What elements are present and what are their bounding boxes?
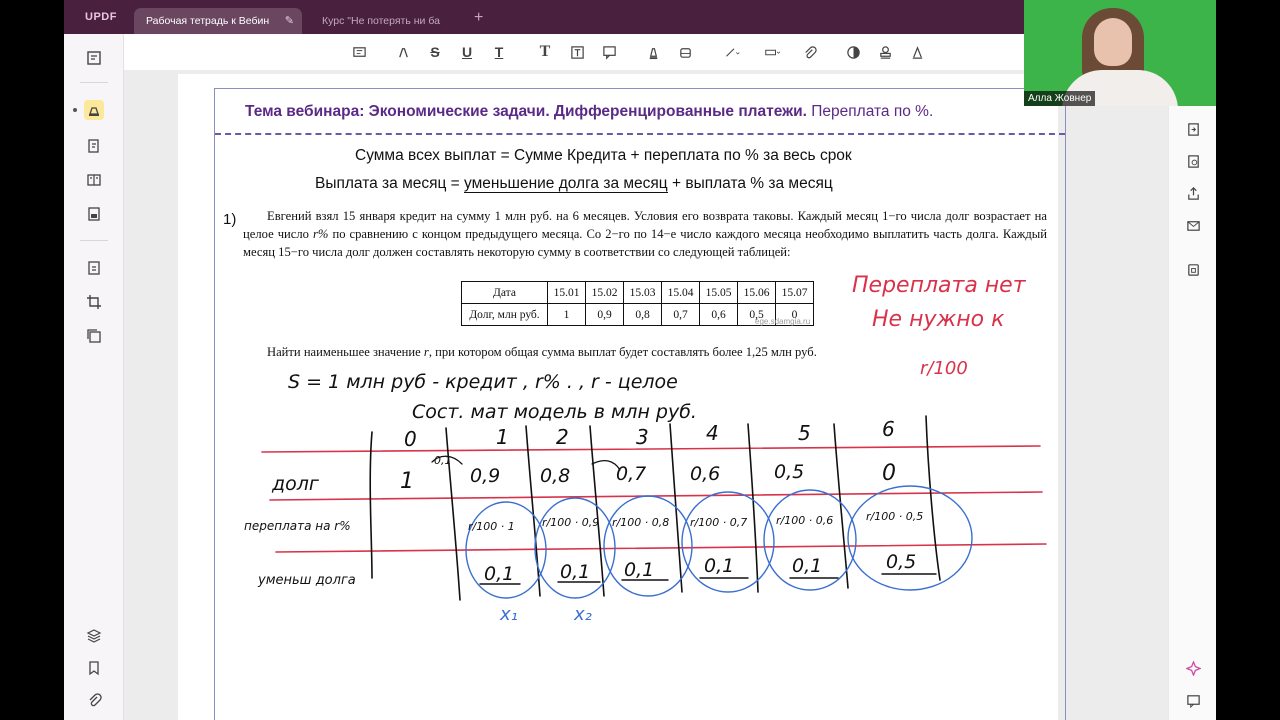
question-text: Найти наименьшее значение r, при котором общая сумма выплат будет составлять более 1,25 млн руб. [267, 345, 817, 359]
problem-number: 1) [223, 211, 237, 228]
app-window [64, 0, 1216, 720]
hw-decrease: 0,5 [886, 551, 917, 573]
right-sidebar [1168, 106, 1216, 720]
tab-workbook[interactable] [134, 8, 302, 34]
eraser-icon[interactable] [676, 43, 694, 61]
paperclip-icon[interactable] [800, 43, 818, 61]
hw-debt: 0,9 [470, 465, 501, 487]
comment-tool-icon[interactable] [84, 100, 104, 120]
webinar-title: Тема вебинара: Экономические задачи. Дифференцированные платежи. Переплата по %. [245, 103, 934, 120]
pages-icon[interactable] [84, 326, 104, 346]
hw-overpay: r/100 · 0,9 [542, 516, 600, 529]
hw-col: 1 [496, 425, 509, 449]
underline-icon[interactable]: U [461, 44, 473, 60]
signature-icon[interactable] [908, 43, 926, 61]
organize-pages-icon[interactable] [84, 204, 104, 224]
tab-label: Рабочая тетрадь к Вебин [146, 15, 270, 27]
hw-debt: 1 [400, 469, 414, 494]
rename-icon[interactable]: ✎ [284, 15, 294, 27]
hw-decrease: 0,1 [624, 559, 655, 581]
reader-icon[interactable] [84, 48, 104, 68]
table-cell: Долг, млн руб. [462, 304, 548, 326]
table-cell: 0,5 [738, 304, 776, 326]
hw-overpay: r/100 · 0,8 [612, 516, 670, 529]
color-picker-icon[interactable] [844, 43, 862, 61]
hw-decrease: 0,1 [792, 555, 823, 577]
table-cell: 15.07 [776, 282, 814, 304]
red-note-line1: Переплата нет [852, 273, 1026, 298]
callout-icon[interactable] [600, 43, 618, 61]
page-content [214, 88, 1066, 720]
hw-x-label: x₁ [500, 604, 518, 625]
hw-row-decrease: уменьш долга [258, 573, 356, 588]
presenter-name: Алла Жовнер [1024, 91, 1095, 106]
table-cell: 0 [776, 304, 814, 326]
highlight-icon[interactable] [394, 43, 412, 61]
hw-model: Сост. мат модель в млн руб. [412, 401, 697, 423]
hw-overpay: r/100 · 0,7 [690, 516, 748, 529]
hw-overpay: r/100 · 0,5 [866, 510, 924, 523]
edit-pdf-icon[interactable] [84, 136, 104, 156]
hw-debt: 0 [882, 461, 896, 486]
table-cell: 15.03 [624, 282, 662, 304]
hw-overpay: r/100 · 1 [468, 520, 515, 533]
hw-arrow-label: 0,1 [434, 454, 452, 467]
comment-icon[interactable] [350, 43, 368, 61]
problem-statement: Евгений взял 15 января кредит на сумму 1 млн руб. на 6 месяцев. Условия его возврата таковы. Каждый месяц 1−го числа долг возрастает на целое число r% по сравнению с концом предыдущего месяца. Со 2−го по 14−е число каждого месяца необходимо выплатить часть долга. Каждый месяц 15−го числа долг должен составлять некоторую сумму в соответствии со следующей таблицей: [243, 209, 1047, 259]
webcam-overlay [1024, 0, 1216, 106]
source-watermark: ege.sdamgia.ru [755, 317, 811, 326]
hw-col: 6 [882, 417, 895, 441]
tab-label: Курс "Не потерять ни ба [322, 15, 440, 27]
hw-row-overpay: переплата на r% [244, 519, 351, 533]
strikethrough-icon[interactable]: S [430, 44, 440, 60]
hw-col: 5 [798, 421, 811, 445]
measure-icon[interactable] [760, 43, 784, 61]
hw-col: 4 [706, 421, 719, 445]
document-viewport[interactable] [124, 70, 1168, 720]
ai-assistant-icon[interactable] [1184, 659, 1202, 677]
attachment-icon[interactable] [84, 690, 104, 710]
crop-icon[interactable] [84, 292, 104, 312]
hw-col: 0 [404, 427, 417, 451]
table-cell: 0,8 [624, 304, 662, 326]
table-cell: 0,9 [586, 304, 624, 326]
new-tab-button[interactable]: + [474, 9, 484, 26]
hw-overpay: r/100 · 0,6 [776, 514, 834, 527]
hw-debt: 0,5 [774, 461, 805, 483]
table-cell: 15.06 [738, 282, 776, 304]
table-cell: 0,7 [662, 304, 700, 326]
pdf-page [178, 74, 1058, 720]
hw-row-debt: долг [272, 473, 319, 495]
hw-debt: 0,8 [540, 465, 571, 487]
ocr-icon[interactable] [1184, 152, 1202, 170]
table-cell: 15.04 [662, 282, 700, 304]
hw-decrease: 0,1 [704, 555, 735, 577]
table-cell: 15.05 [700, 282, 738, 304]
save-icon[interactable] [1184, 260, 1202, 278]
hw-x-label: x₂ [574, 604, 592, 625]
hw-col: 2 [556, 425, 569, 449]
textbox-icon[interactable] [568, 43, 586, 61]
table-cell: 15.02 [586, 282, 624, 304]
form-icon[interactable] [84, 170, 104, 190]
text-icon[interactable]: T [539, 43, 551, 60]
table-row [462, 282, 814, 304]
formula-total-payments: Сумма всех выплат = Сумме Кредита + переплата по % за весь срок [355, 147, 852, 164]
hw-debt: 0,6 [690, 463, 721, 485]
convert-icon[interactable] [1184, 120, 1202, 138]
bookmark-icon[interactable] [84, 658, 104, 678]
hw-given: S = 1 млн руб - кредит , r% . , r - целое [288, 371, 678, 393]
chat-icon[interactable] [1184, 691, 1202, 709]
formula-monthly-payment: Выплата за месяц = уменьшение долга за месяц + выплата % за месяц [315, 175, 833, 192]
left-sidebar [64, 34, 124, 720]
protect-icon[interactable] [84, 258, 104, 278]
shape-line-icon[interactable] [720, 43, 744, 61]
pencil-icon[interactable] [644, 43, 662, 61]
hw-col: 3 [636, 425, 649, 449]
table-cell: 1 [548, 304, 586, 326]
share-icon[interactable] [1184, 184, 1202, 202]
email-icon[interactable] [1184, 216, 1202, 234]
tab-course[interactable] [310, 8, 448, 34]
red-note-line3: r/100 [920, 358, 968, 379]
squiggly-icon[interactable]: T [494, 44, 504, 60]
hw-decrease: 0,1 [560, 561, 591, 583]
app-logo: UPDF [85, 11, 117, 23]
presenter-face [1094, 18, 1132, 66]
dashed-divider [215, 133, 1065, 135]
table-cell: 0,6 [700, 304, 738, 326]
red-note-line2: Не нужно к [872, 307, 1005, 332]
hw-debt: 0,7 [616, 463, 647, 485]
hw-decrease: 0,1 [484, 563, 515, 585]
table-cell: 15.01 [548, 282, 586, 304]
stamp-icon[interactable] [876, 43, 894, 61]
layers-icon[interactable] [84, 626, 104, 646]
table-cell: Дата [462, 282, 548, 304]
